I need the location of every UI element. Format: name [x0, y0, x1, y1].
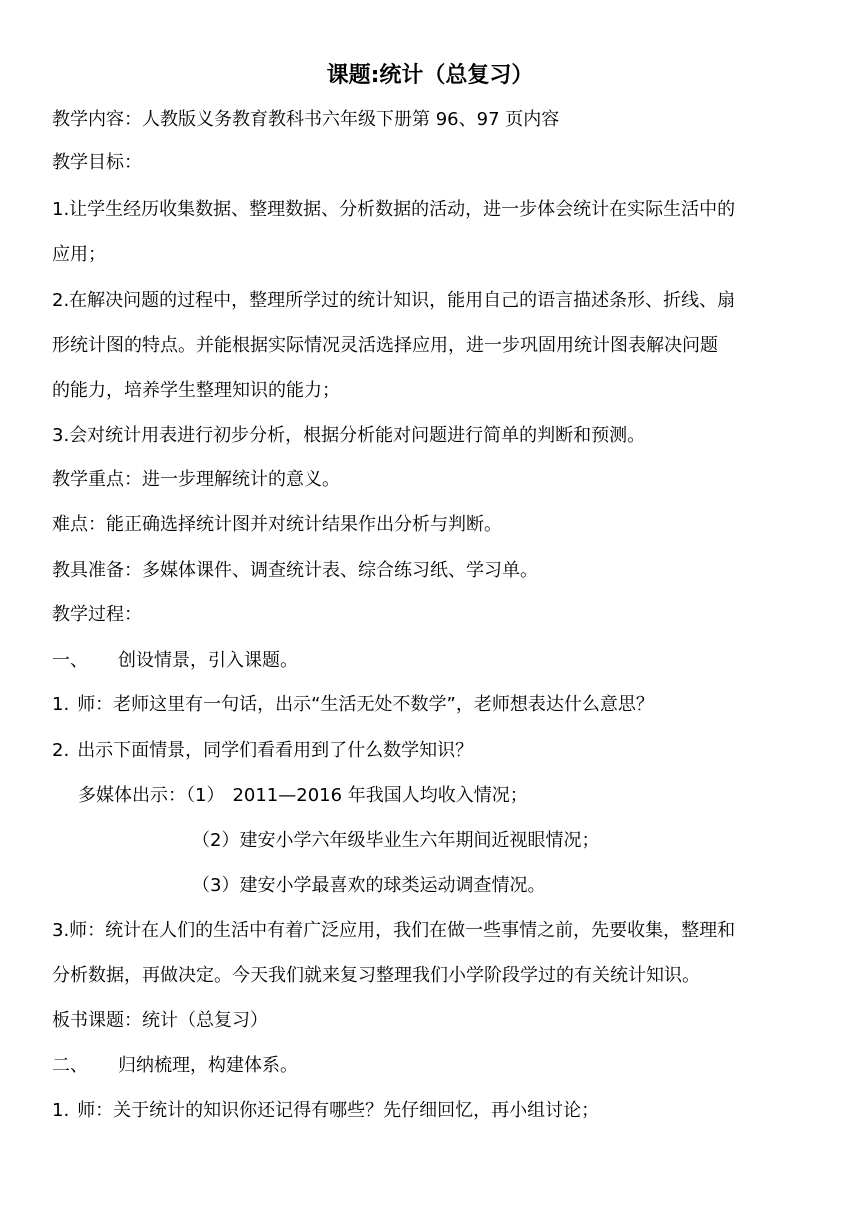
objectives-heading: 教学目标：	[52, 152, 142, 173]
step-3-line-1: 3.师：统计在人们的生活中有着广泛应用，我们在做一些事情之前，先要收集，整理和	[52, 920, 736, 941]
step-1-text: 师：老师这里有一句话，出示“生活无处不数学”，老师想表达什么意思？	[77, 694, 654, 715]
section-1-number: 一、	[52, 650, 88, 671]
section-1-text: 创设情景，引入课题。	[118, 650, 298, 671]
teaching-content: 教学内容：人教版义务教育教科书六年级下册第 96、97 页内容	[52, 109, 560, 130]
section-2-heading	[52, 1051, 298, 1081]
step-4-number: 1.	[52, 1100, 70, 1121]
media-item-1: 2011—2016 年我国人均收入情况；	[232, 785, 528, 806]
objective-2-line-3: 的能力，培养学生整理知识的能力；	[52, 380, 340, 401]
media-item-3: （3）建安小学最喜欢的球类运动调查情况。	[192, 875, 546, 896]
step-4	[52, 1096, 599, 1126]
section-1-heading	[52, 646, 298, 676]
objective-1-line-2: 应用；	[52, 244, 106, 265]
step-1	[52, 690, 654, 720]
step-3-line-2: 分析数据，再做决定。今天我们就来复习整理我们小学阶段学过的有关统计知识。	[52, 965, 700, 986]
objective-2-line-1: 2.在解决问题的过程中，整理所学过的统计知识，能用自己的语言描述条形、折线、扇	[52, 290, 736, 311]
media-prefix: 多媒体出示：（1）	[78, 785, 225, 806]
objective-3: 3.会对统计用表进行初步分析，根据分析能对问题进行简单的判断和预测。	[52, 425, 646, 446]
step-1-number: 1.	[52, 694, 70, 715]
media-item-2: （2）建安小学六年级毕业生六年期间近视眼情况；	[192, 830, 600, 851]
difficulty: 难点：能正确选择统计图并对统计结果作出分析与判断。	[52, 514, 502, 535]
objective-1-line-1: 1.让学生经历收集数据、整理数据、分析数据的活动，进一步体会统计在实际生活中的	[52, 199, 736, 220]
step-4-text: 师：关于统计的知识你还记得有哪些？先仔细回忆，再小组讨论；	[77, 1100, 600, 1121]
materials: 教具准备：多媒体课件、调查统计表、综合练习纸、学习单。	[52, 560, 538, 581]
step-2-text: 出示下面情景，同学们看看用到了什么数学知识？	[77, 740, 474, 761]
step-2	[52, 736, 473, 766]
process-heading: 教学过程：	[52, 604, 142, 625]
section-2-text: 归纳梳理，构建体系。	[118, 1055, 298, 1076]
media-line-1	[78, 781, 528, 811]
objective-2-line-2: 形统计图的特点。并能根据实际情况灵活选择应用，进一步巩固用统计图表解决问题	[52, 335, 718, 356]
key-point: 教学重点：进一步理解统计的意义。	[52, 469, 340, 490]
step-2-number: 2.	[52, 740, 70, 761]
document-title: 课题:统计（总复习）	[326, 63, 534, 88]
section-2-number: 二、	[52, 1055, 88, 1076]
board-title: 板书课题：统计（总复习）	[52, 1010, 268, 1031]
